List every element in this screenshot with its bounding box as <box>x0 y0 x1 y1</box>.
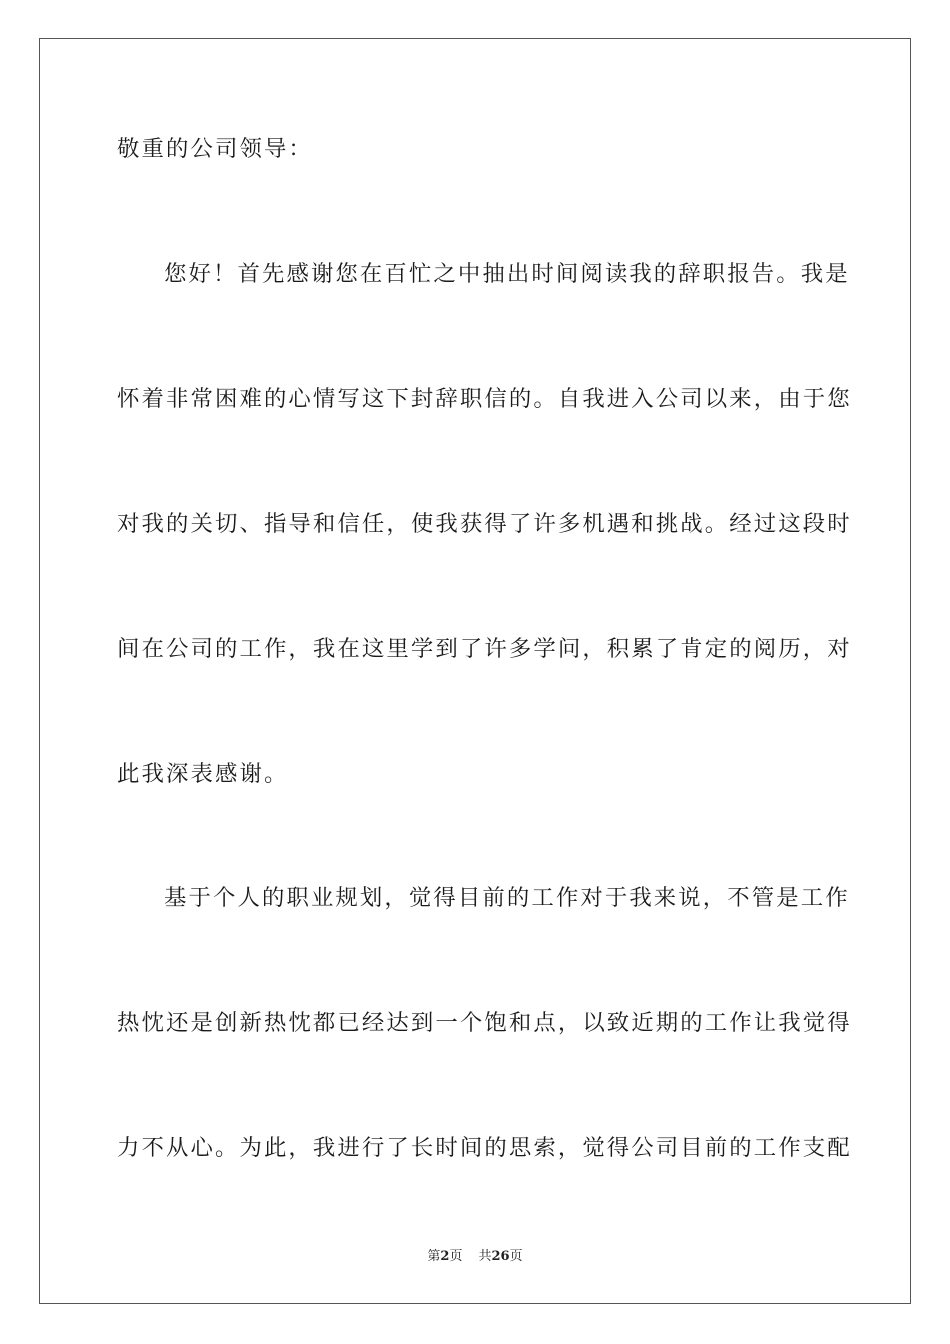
total-prefix: 共 <box>478 1249 492 1264</box>
total-suffix: 页 <box>509 1249 523 1264</box>
paragraph-1-line-1: 您好！首先感谢您在百忙之中抽出时间阅读我的辞职报告。我是 <box>164 261 850 287</box>
page-prefix: 第 <box>427 1249 441 1264</box>
salutation: 敬重的公司领导： <box>117 136 313 162</box>
paragraph-1-line-4: 间在公司的工作，我在这里学到了许多学问，积累了肯定的阅历，对 <box>117 636 852 662</box>
total-pages: 26 <box>491 1249 510 1264</box>
page-number: 2 <box>440 1249 450 1264</box>
page-footer <box>0 1248 950 1266</box>
paragraph-2-line-3: 力不从心。为此，我进行了长时间的思索，觉得公司目前的工作支配 <box>117 1135 852 1161</box>
page-border <box>39 38 911 1304</box>
paragraph-2-line-2: 热忱还是创新热忱都已经达到一个饱和点，以致近期的工作让我觉得 <box>117 1010 852 1036</box>
paragraph-1-line-2: 怀着非常困难的心情写这下封辞职信的。自我进入公司以来，由于您 <box>117 386 852 412</box>
paragraph-1-line-3: 对我的关切、指导和信任，使我获得了许多机遇和挑战。经过这段时 <box>117 511 852 537</box>
paragraph-1-line-5: 此我深表感谢。 <box>117 761 289 787</box>
page-suffix: 页 <box>449 1249 463 1264</box>
paragraph-2-line-1: 基于个人的职业规划，觉得目前的工作对于我来说，不管是工作 <box>164 885 850 911</box>
